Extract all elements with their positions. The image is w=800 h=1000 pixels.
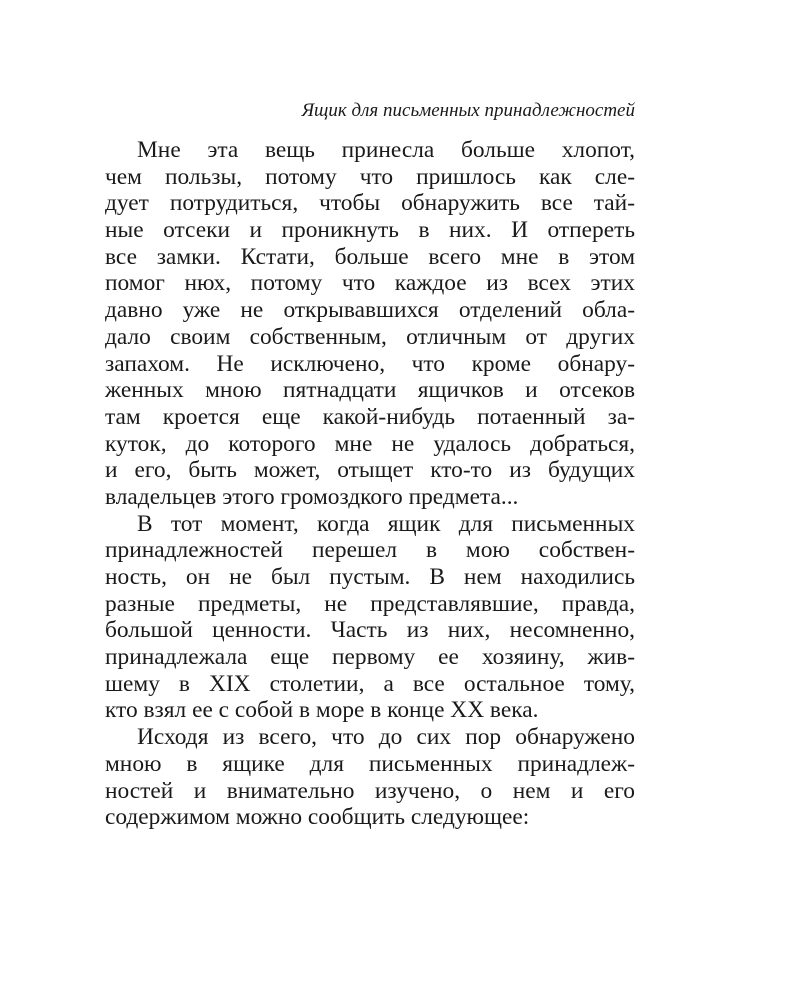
text-line: Мне эта вещь принесла больше хлопот,	[137, 137, 635, 163]
text-line: там кроется еще какой-нибудь потаенный за-	[105, 403, 635, 430]
text-line: давно уже не открывавшихся отделений обла-	[105, 297, 635, 324]
paragraph-3	[105, 724, 635, 831]
text-line: запахом. Не исключено, что кроме обнару-	[105, 350, 635, 377]
text-line: принадлежала еще первому ее хозяину, жив-	[105, 644, 635, 671]
text-line: принадлежностей перешел в мою собствен-	[105, 537, 635, 564]
text-line: Исходя из всего, что до сих пор обнаружено	[137, 724, 635, 751]
text-line: В тот момент, когда ящик для письменных	[137, 510, 635, 537]
paragraph-1	[105, 137, 635, 511]
text-line: ность, он не был пустым. В нем находились	[105, 564, 635, 590]
text-line: владельцев этого громоздкого предмета...	[105, 483, 519, 510]
text-line: шему в XIX столетии, а все остальное тому,	[105, 670, 635, 697]
text-line: чем пользы, потому что пришлось как сле-	[105, 163, 635, 190]
text-line: содержимом можно сообщить следующее:	[105, 804, 530, 831]
text-line: женных мною пятнадцати ящичков и отсеков	[105, 377, 635, 404]
text-line: все замки. Кстати, больше всего мне в этом	[105, 243, 635, 270]
body-text	[105, 137, 635, 831]
text-line: мною в ящике для письменных принадлеж-	[105, 750, 635, 777]
text-line: и его, быть может, отыщет кто-то из будущих	[105, 457, 635, 484]
running-head: Ящик для письменных принадлежностей	[301, 100, 635, 121]
text-line: дало своим собственным, отличным от других	[105, 323, 635, 350]
text-line: ностей и внимательно изучено, о нем и его	[105, 777, 635, 804]
text-line: разные предметы, не представлявшие, правда,	[105, 590, 635, 617]
text-line: большой ценности. Часть из них, несомненно,	[105, 617, 635, 644]
text-line: куток, до которого мне не удалось добраться,	[105, 430, 635, 457]
text-line: ные отсеки и проникнуть в них. И отпереть	[105, 217, 635, 244]
text-line: помог нюх, потому что каждое из всех этих	[105, 270, 635, 297]
paragraph-2	[105, 511, 635, 725]
text-line: дует потрудиться, чтобы обнаружить все тай-	[105, 190, 635, 217]
text-line: кто взял ее с собой в море в конце XX века.	[105, 697, 539, 724]
